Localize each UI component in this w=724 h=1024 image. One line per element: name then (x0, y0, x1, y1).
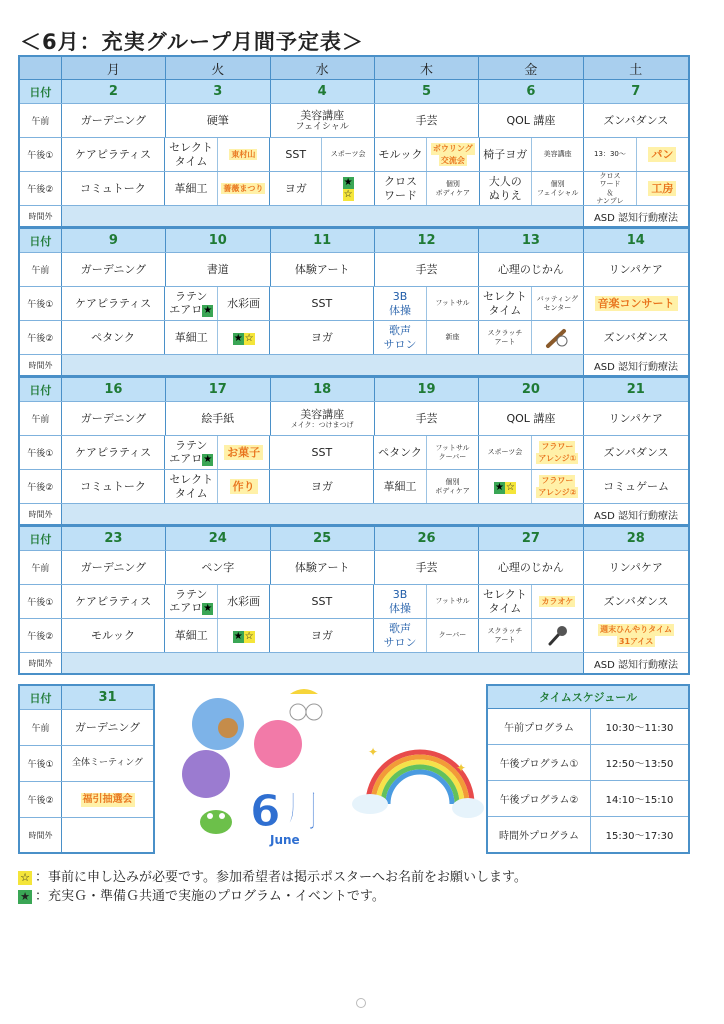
pm2-row: 午後② ペタンク 革細工 ★ ☆ ヨガ 歌声 サロン 新座 スクラッチ アート ズンバダンス (20, 321, 688, 355)
filled-star-icon: ★ (18, 890, 32, 904)
filled-star-icon: ★ (203, 454, 213, 466)
sparkle-icon: ✦ (368, 745, 379, 759)
june-english-label: June (270, 833, 300, 847)
schedule-row: 午後プログラム② 14:10～15:10 (488, 781, 688, 817)
am-row: 午前 ガーデニング 書道 体験アート 手芸 心理のじかん リンパケア (20, 253, 688, 287)
weekday-header (20, 57, 688, 80)
pm2-row: 午後② コミュトーク セレクト タイム 作り ヨガ 革細工 個別 ボディケア ★ ☆ フラワー アレンジ② コミュゲーム (20, 470, 688, 504)
week-4 (20, 527, 688, 673)
open-star-icon: ☆ (244, 630, 254, 642)
time-schedule-title: タイムスケジュール (488, 686, 688, 709)
week-5: 日付 31 午前 ガーデニング 午後① 全体ミーティング 午後② 福引抽選会 時間外 (18, 684, 155, 854)
sparkle-icon: ✦ (456, 761, 467, 775)
weekday-sat: 土 (629, 62, 643, 78)
am-row: 午前 ガーデニング ペン字 体験アート 手芸 心理のじかん リンパケア (20, 551, 688, 585)
frog-icon (200, 810, 232, 834)
filled-star-icon: ★ (233, 332, 243, 344)
week-1 (20, 80, 688, 229)
pm1-row: 午後① ケアピラティス ラテン エアロ★ 水彩画 SST 3B 体操 フットサル セレクト タイム バッティング センター 音楽コンサート (20, 287, 688, 321)
umbrella-icon (290, 689, 318, 694)
baseball-bat-icon (531, 321, 583, 354)
open-star-icon: ☆ (505, 481, 515, 493)
open-star-icon: ☆ (343, 188, 353, 200)
schedule-row: 午後プログラム① 12:50～13:50 (488, 745, 688, 781)
microphone-icon (531, 619, 583, 652)
pm2-row: 午後② コミュトーク 革細工 薔薇まつり ヨガ ★ ☆ クロス ワード 個別 ボディケア 大人の ぬりえ 個別 フェイシャル クロス ワード ＆ ナンプレ 工房 (20, 172, 688, 206)
extra-row: 時間外 ASD 認知行動療法 (20, 355, 688, 375)
filled-star-icon: ★ (203, 305, 213, 317)
date-row: 日付 16 17 18 19 20 21 (20, 378, 688, 402)
weekday-thu: 木 (375, 57, 479, 79)
calendar-table (18, 55, 690, 675)
weekday-wed: 水 (271, 57, 375, 79)
pm1-row: 午後① ケアピラティス ラテン エアロ★ 水彩画 SST 3B 体操 フットサル セレクト タイム カラオケ ズンバダンス (20, 585, 688, 619)
filled-star-icon: ★ (233, 630, 243, 642)
extra-row: 時間外 ASD 認知行動療法 (20, 206, 688, 226)
note-open-star: ☆ ：事前に申し込みが必要です。参加希望者は掲示ポスターへお名前をお願いします。 (18, 868, 527, 887)
weekday-fri: 金 (479, 57, 583, 79)
hydrangea-pink (254, 720, 302, 768)
pm1-row: 午後① ケアピラティス セレクト タイム 東村山 SST スポーツ会 モルック ボウリング 交流会 椅子ヨガ 美容講座 13：30～ パン (20, 138, 688, 172)
date-row: 日付 9 10 11 12 13 14 (20, 229, 688, 253)
am-row: 午前 ガーデニング 硬筆 美容講座 フェイシャル 手芸 QOL 講座 ズンバダンス (20, 104, 688, 138)
snail-icon (218, 718, 238, 738)
note-filled-star: ★ ：充実Ｇ・準備Ｇ共通で実施のプログラム・イベントです。 (18, 887, 527, 906)
june-illustration (158, 684, 486, 852)
pm1-row: 午後① ケアピラティス ラテン エアロ★ お菓子 SST ペタンク フットサル クーパー スポーツ会 フラワー アレンジ① ズンバダンス (20, 436, 688, 470)
filled-star-icon: ★ (343, 176, 353, 188)
time-schedule (486, 684, 690, 854)
hydrangea-purple (182, 750, 230, 798)
schedule-row: 時間外プログラム 15:30～17:30 (488, 817, 688, 852)
am-row: 午前 ガーデニング 絵手紙 美容講座 メイク：つけまつげ 手芸 QOL 講座 リンパケア (20, 402, 688, 436)
open-star-icon: ☆ (18, 871, 32, 885)
weekday-tue: 火 (166, 57, 270, 79)
page-dot-icon (356, 998, 366, 1008)
schedule-row: 午前プログラム 10:30～11:30 (488, 709, 688, 745)
page-title: ＜6月：充実グループ月間予定表＞ (20, 30, 364, 54)
extra-row: 時間外 ASD 認知行動療法 (20, 504, 688, 524)
filled-star-icon: ★ (203, 603, 213, 615)
legend-notes (18, 868, 527, 906)
pm2-row: 午後② モルック 革細工 ★ ☆ ヨガ 歌声 サロン クーパー スクラッチ アート 週末ひんやりタイム 31アイス (20, 619, 688, 653)
extra-row: 時間外 ASD 認知行動療法 (20, 653, 688, 673)
date-row: 日付 2 3 4 5 6 7 (20, 80, 688, 104)
bottom-section (18, 684, 690, 852)
week-2 (20, 229, 688, 378)
week-3 (20, 378, 688, 527)
june-month-label: 6月 (250, 786, 325, 837)
weekday-mon: 月 (62, 57, 166, 79)
date-row: 日付 23 24 25 26 27 28 (20, 527, 688, 551)
filled-star-icon: ★ (494, 481, 504, 493)
open-star-icon: ☆ (244, 332, 254, 344)
